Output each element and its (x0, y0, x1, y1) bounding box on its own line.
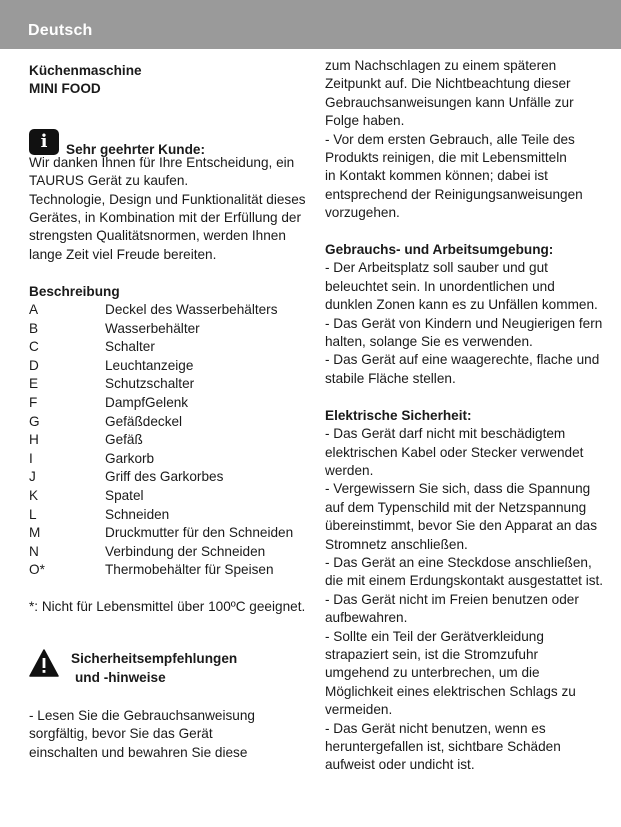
list-item (29, 561, 304, 580)
electrical-line: übereinstimmt, bevor Sie den Apparat an das (325, 518, 598, 534)
right-column (325, 57, 604, 775)
electrical-text (325, 425, 604, 775)
part-label: Schutzschalter (105, 376, 195, 392)
environment-line: beleuchtet sein. In unordentlichen und (325, 278, 555, 294)
notice-line: Technologie, Design und Funktionalität dieses (29, 191, 306, 207)
electrical-line: aufweist oder undicht ist. (325, 757, 475, 773)
list-item (29, 301, 304, 320)
part-letter: O* (29, 562, 45, 578)
list-item (29, 431, 304, 450)
notice-heading (29, 130, 304, 157)
part-label: Spatel (105, 487, 144, 503)
environment-line: - Das Gerät auf eine waagerechte, flache und (325, 352, 600, 368)
electrical-heading: Elektrische Sicherheit: (325, 407, 472, 423)
safety-title-line: und -hinweise (75, 670, 166, 686)
safety-line: Gebrauchsanweisungen kann Unfälle zur (325, 94, 574, 110)
environment-line: stabile Fläche stellen. (325, 370, 456, 386)
parts-list (29, 301, 304, 580)
electrical-line: - Das Gerät darf nicht mit beschädigtem (325, 426, 566, 442)
part-letter: A (29, 302, 39, 318)
list-item (29, 413, 304, 432)
part-label: Leuchtanzeige (105, 357, 194, 373)
part-label: Gefäßdeckel (105, 413, 183, 429)
footnote: *: Nicht für Lebensmittel über 100ºC geeignet. (29, 599, 306, 615)
safety-line: vorzugehen. (325, 205, 400, 221)
part-letter: E (29, 376, 39, 392)
notice-text (29, 154, 304, 264)
notice-line: strengsten Qualitätsnormen, werden Ihnen (29, 228, 286, 244)
product-category: Küchenmaschine (29, 63, 142, 78)
part-label: Schalter (105, 339, 155, 355)
list-item (29, 506, 304, 525)
safety-line: Folge haben. (325, 113, 405, 129)
electrical-line: - Das Gerät an eine Steckdose anschließen, (325, 554, 592, 570)
notice-line: Gerätes, in Kombination mit der Erfüllung der (29, 210, 302, 226)
electrical-line: umgehend zu unterbrechen, um die (325, 665, 540, 681)
list-item (29, 320, 304, 339)
electrical-line: - Das Gerät nicht benutzen, wenn es (325, 720, 546, 736)
safety-text (29, 707, 304, 762)
part-letter: I (29, 450, 33, 466)
environment-heading: Gebrauchs- und Arbeitsumgebung: (325, 242, 554, 258)
part-letter: L (29, 506, 37, 522)
list-item (29, 357, 304, 376)
safety-title-line: Sicherheitsempfehlungen (71, 650, 238, 666)
list-item (29, 394, 304, 413)
list-item (29, 543, 304, 562)
list-item (29, 487, 304, 506)
electrical-line: - Das Gerät nicht im Freien benutzen oder (325, 591, 579, 607)
electrical-line: - Vergewissern Sie sich, dass die Spannung (325, 481, 591, 497)
electrical-line: die mit einem Erdungskontakt ausgestattet ist. (325, 573, 604, 589)
notice-title: Sehr geehrter Kunde: (66, 141, 205, 157)
description-heading: Beschreibung (29, 283, 120, 299)
part-letter: B (29, 320, 39, 336)
safety-line: entsprechend der Reinigungsanweisungen (325, 186, 583, 202)
electrical-line: elektrischen Kabel oder Stecker verwendet (325, 444, 584, 460)
language-label: Deutsch (28, 22, 93, 39)
safety-line: - Vor dem ersten Gebrauch, alle Teile des (325, 131, 575, 147)
part-label: Thermobehälter für Speisen (105, 562, 274, 578)
safety-line: Produkts reinigen, die mit Lebensmitteln (325, 150, 567, 166)
electrical-line: Stromnetz anschließen. (325, 536, 468, 552)
environment-text (325, 259, 603, 388)
product-name: MINI FOOD (29, 81, 101, 97)
part-letter: N (29, 543, 39, 559)
safety-line: - Lesen Sie die Gebrauchsanweisung (29, 707, 255, 723)
part-label: Garkorb (105, 450, 155, 466)
safety-line: zum Nachschlagen zu einem späteren (325, 58, 557, 73)
part-label: Druckmutter für den Schneiden (105, 525, 294, 541)
part-label: Verbindung der Schneiden (105, 543, 266, 559)
part-letter: K (29, 487, 39, 503)
part-label: Deckel des Wasserbehälters (105, 302, 278, 318)
part-letter: J (29, 469, 36, 485)
safety-title (71, 649, 237, 688)
part-letter: F (29, 395, 38, 411)
environment-line: dunklen Zonen kann es zu Unfällen kommen. (325, 297, 598, 313)
part-letter: G (29, 413, 40, 429)
safety-line: in Kontakt kommen können; dabei ist (325, 168, 548, 184)
electrical-line: heruntergefallen ist, sichtbare Schäden (325, 739, 561, 754)
electrical-line: Möglichkeit eines elektrischen Schlags zu (325, 683, 576, 699)
warning-icon (29, 649, 59, 677)
list-item (29, 338, 304, 357)
part-label: Gefäß (105, 432, 143, 448)
safety-line: einschalten und bewahren Sie diese (29, 744, 248, 760)
part-label: Griff des Garkorbes (105, 469, 224, 485)
part-letter: H (29, 432, 39, 448)
environment-line: - Der Arbeitsplatz soll sauber und gut (325, 260, 548, 276)
electrical-line: aufbewahren. (325, 610, 408, 626)
notice-line: Wir danken Ihnen für Ihre Entscheidung, ein (29, 154, 295, 170)
part-label: DampfGelenk (105, 395, 189, 411)
part-label: Schneiden (105, 506, 170, 522)
language-header (0, 0, 621, 49)
safety-line: sorgfältig, bevor Sie das Gerät (29, 726, 213, 742)
electrical-line: auf dem Typenschild mit der Netzspannung (325, 499, 587, 515)
environment-line: halten, solange Sie es verwenden. (325, 334, 533, 350)
part-letter: C (29, 339, 39, 355)
notice-line: lange Zeit viel Freude bereiten. (29, 246, 217, 262)
list-item (29, 524, 304, 543)
environment-line: - Das Gerät von Kindern und Neugierigen fern (325, 315, 603, 331)
list-item (29, 468, 304, 487)
info-icon: i (29, 129, 59, 155)
part-letter: D (29, 357, 39, 373)
left-column (29, 62, 304, 762)
part-label: Wasserbehälter (105, 320, 200, 336)
electrical-line: strapaziert sein, ist die Stromzufuhr (325, 646, 539, 662)
electrical-line: vermeiden. (325, 702, 393, 718)
electrical-line: - Sollte ein Teil der Gerätverkleidung (325, 628, 544, 644)
electrical-line: werden. (325, 462, 374, 478)
list-item (29, 450, 304, 469)
list-item (29, 375, 304, 394)
safety-heading (29, 649, 304, 689)
safety-continued (325, 57, 597, 223)
part-letter: M (29, 525, 41, 541)
notice-line: TAURUS Gerät zu kaufen. (29, 173, 189, 189)
safety-line: Zeitpunkt auf. Die Nichtbeachtung dieser (325, 76, 571, 92)
